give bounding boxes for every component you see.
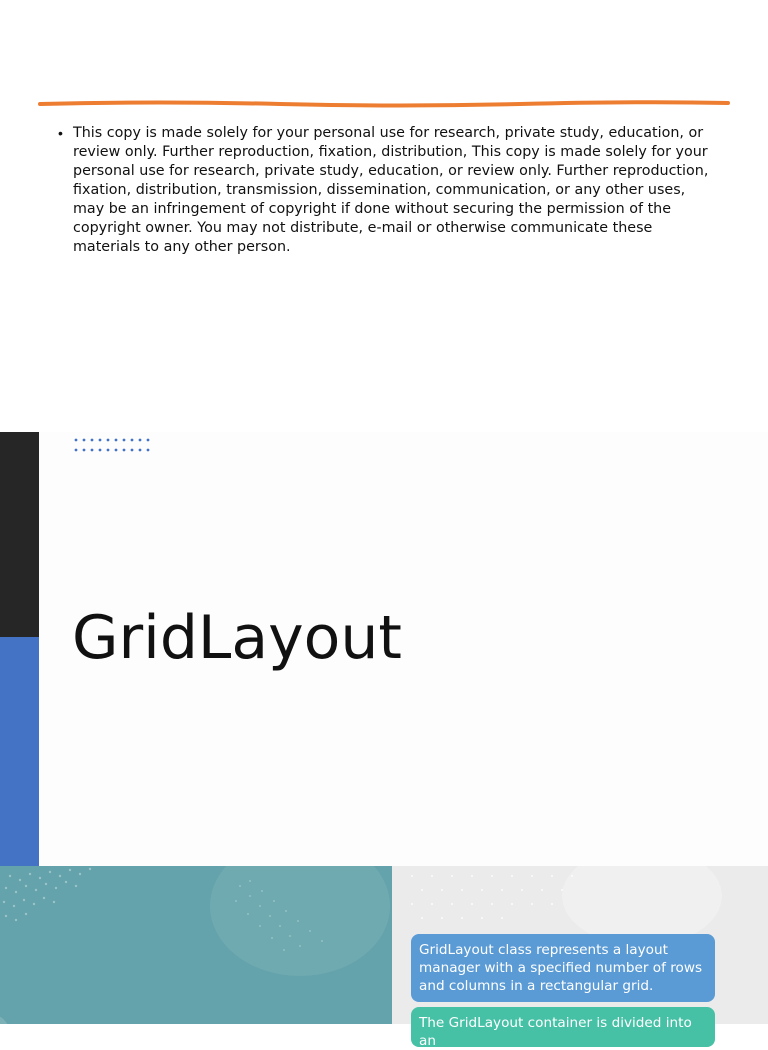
info-box-container: The GridLayout container is divided into an	[411, 1007, 715, 1047]
blue-side-bar	[0, 637, 39, 866]
bullet-list	[58, 124, 718, 257]
slide-gridlayout-description	[0, 866, 768, 1049]
slide-title	[0, 432, 768, 866]
decorative-dot-grid	[74, 437, 154, 457]
slide-title-text: GridLayout	[72, 603, 402, 673]
bullet-dot: •	[58, 125, 63, 141]
teal-panel	[0, 866, 392, 1024]
slide-copyright-notice	[0, 0, 768, 432]
copyright-text: This copy is made solely for your personal use for research, private study, education, or review only. Further reproduction, fixation, distribution, This copy is made solely for your personal use for research, private study, education, or review only. Further reproduction, fixation, distribution, transmission, dissemination, communication, or any other uses, may be an infringement of copyright if done without securing the permission of the copyright owner. You may not distribute, e-mail or otherwise communicate these materials to any other person.	[73, 125, 709, 255]
accent-brush-line	[40, 100, 728, 108]
decorative-dot-pattern	[0, 866, 392, 1024]
dark-side-bar	[0, 432, 39, 637]
info-box-definition: GridLayout class represents a layout manager with a specified number of rows and columns in a rectangular grid.	[411, 934, 715, 1002]
